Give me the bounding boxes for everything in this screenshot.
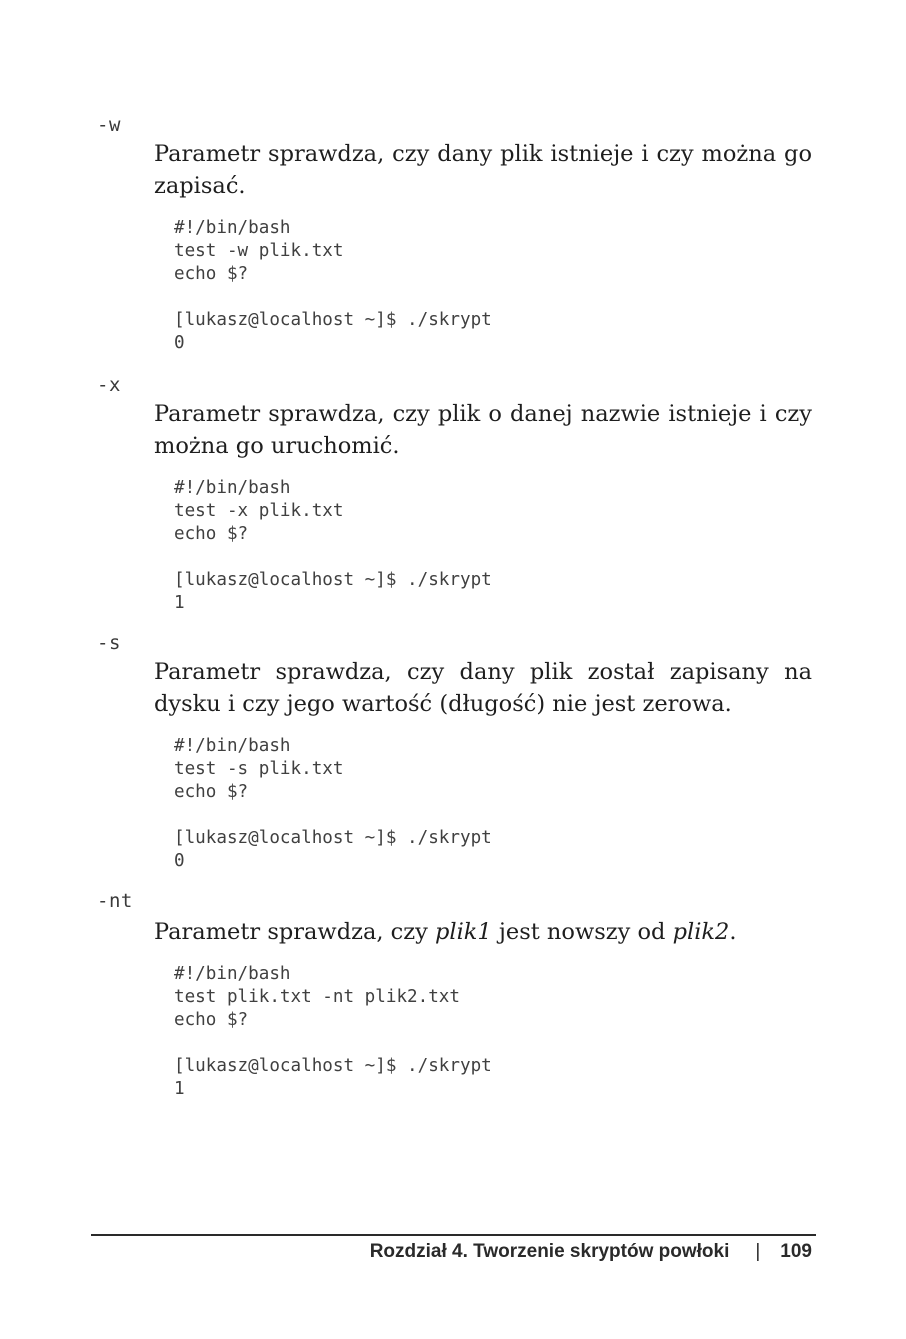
page-number: 109 <box>780 1241 812 1262</box>
desc-italic-plik2: plik2 <box>672 919 730 945</box>
desc-text: jest nowszy od <box>491 919 673 945</box>
footer-rule <box>91 1234 816 1236</box>
option-description: Parametr sprawdza, czy dany plik został zapisany na dysku i czy jego wartość (długość) nie jest zerowa. <box>154 659 812 717</box>
option-term: -nt <box>97 890 133 912</box>
desc-text: . <box>729 919 737 945</box>
option-description: Parametr sprawdza, czy dany plik istnieje i czy można go zapisać. <box>154 141 812 199</box>
code-listing: #!/bin/bash test -w plik.txt echo $? [lukasz@localhost ~]$ ./skrypt 0 <box>174 218 492 353</box>
chapter-title: Rozdział 4. Tworzenie skryptów powłoki <box>369 1241 730 1262</box>
desc-italic-plik1: plik1 <box>435 919 492 945</box>
footer-separator: | <box>755 1241 761 1262</box>
option-description: Parametr sprawdza, czy plik o danej nazwie istnieje i czy można go uruchomić. <box>154 401 812 459</box>
code-listing: #!/bin/bash test -x plik.txt echo $? [lukasz@localhost ~]$ ./skrypt 1 <box>174 478 492 613</box>
option-term: -s <box>97 632 121 654</box>
option-term: -w <box>97 114 121 136</box>
option-description <box>154 916 812 948</box>
page-footer <box>370 1241 812 1263</box>
desc-text: Parametr sprawdza, czy <box>154 919 435 945</box>
option-term: -x <box>97 374 121 396</box>
code-listing: #!/bin/bash test -s plik.txt echo $? [lukasz@localhost ~]$ ./skrypt 0 <box>174 736 492 871</box>
code-listing: #!/bin/bash test plik.txt -nt plik2.txt echo $? [lukasz@localhost ~]$ ./skrypt 1 <box>174 964 492 1099</box>
